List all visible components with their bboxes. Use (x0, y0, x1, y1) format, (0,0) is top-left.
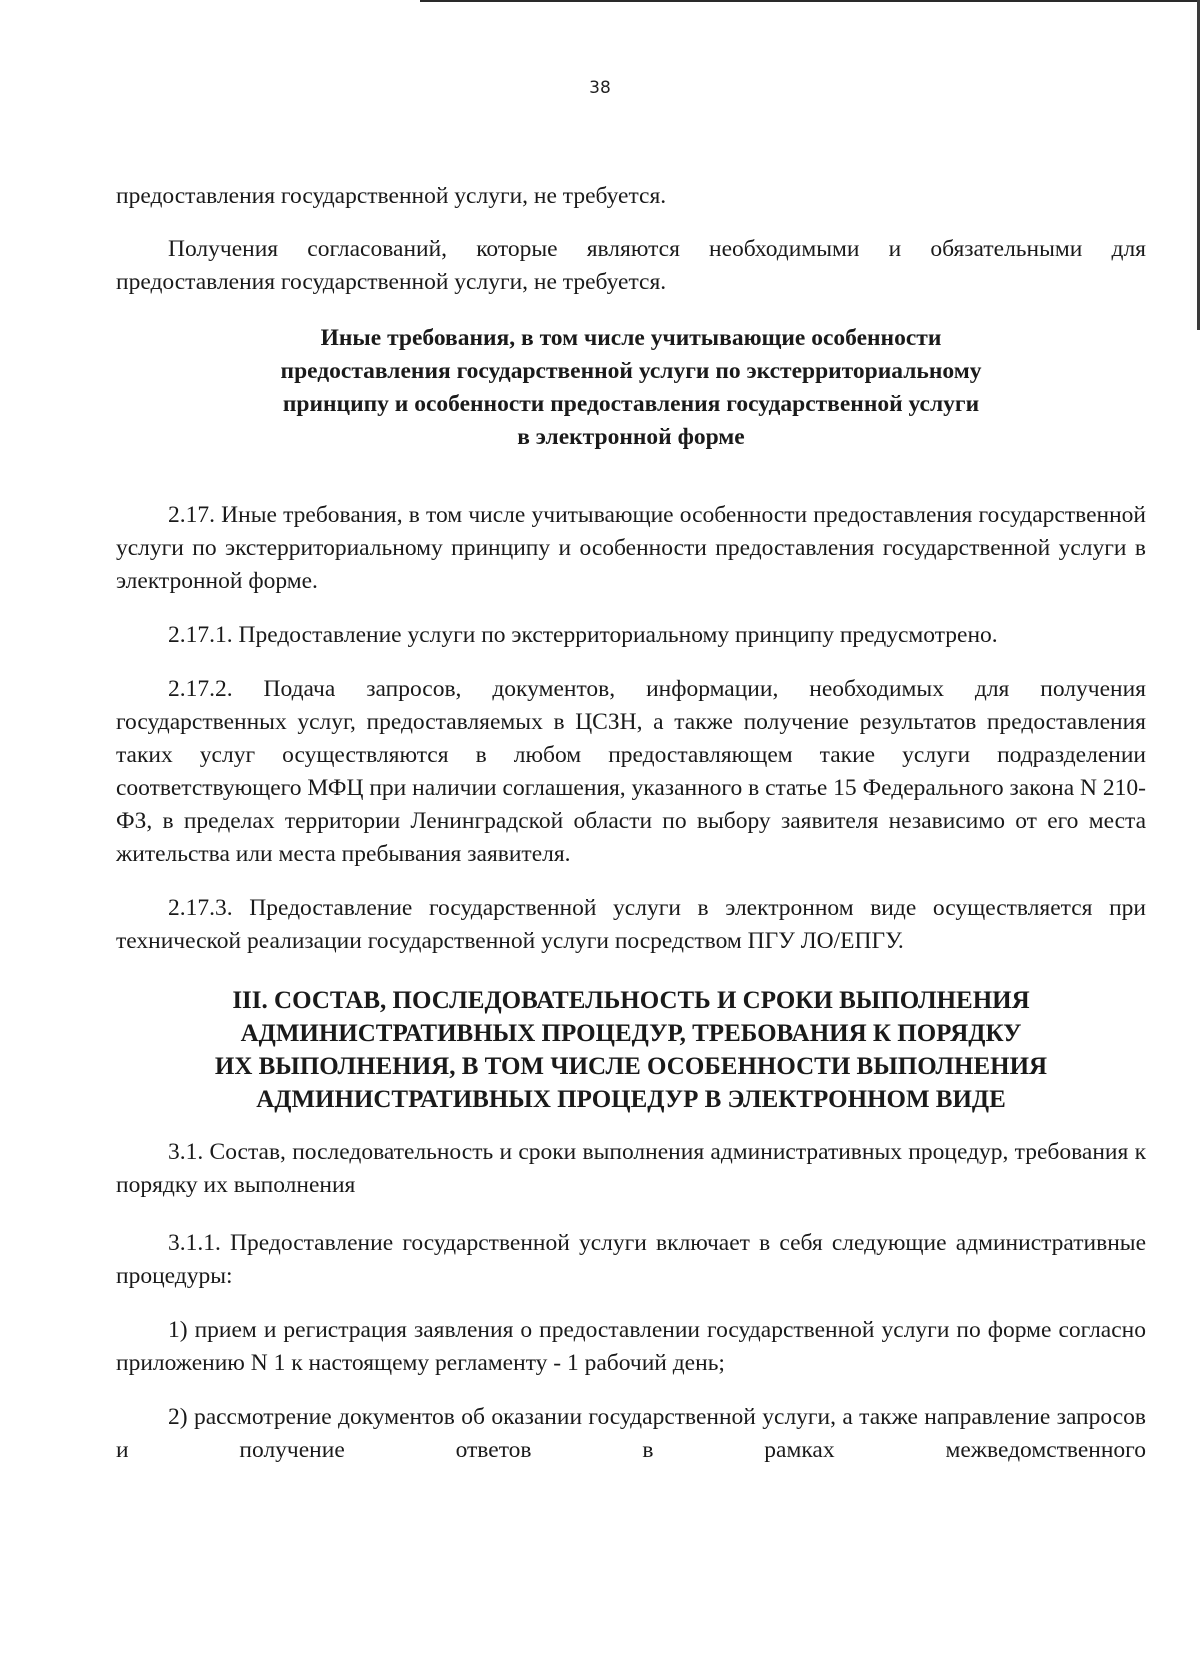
scan-edge-top (420, 0, 1200, 2)
paragraph-3-1: 3.1. Состав, последовательность и сроки выполнения административных процедур, требования к порядку их выполнения (116, 1139, 1146, 1198)
section-heading-iii (116, 984, 1146, 1116)
paragraph-continuation: предоставления государственной услуги, не требуется. (116, 183, 667, 209)
heading-line: Иные требования, в том числе учитывающие особенности (320, 325, 942, 351)
section-heading-line: ИХ ВЫПОЛНЕНИЯ, В ТОМ ЧИСЛЕ ОСОБЕННОСТИ ВЫПОЛНЕНИЯ (214, 1053, 1048, 1080)
list-item-2: 2) рассмотрение документов об оказании государственной услуги, а также направление запросов и получение ответов в рамках межведомственного (116, 1404, 1146, 1463)
heading-other-requirements (116, 322, 1146, 454)
section-heading-line: III. СОСТАВ, ПОСЛЕДОВАТЕЛЬНОСТЬ И СРОКИ ВЫПОЛНЕНИЯ (232, 987, 1030, 1014)
paragraph-2-17-3: 2.17.3. Предоставление государственной услуги в электронном виде осуществляется при технической реализации государственной услуги посредством ПГУ ЛО/ЕПГУ. (116, 895, 1146, 954)
list-item-1: 1) прием и регистрация заявления о предоставлении государственной услуги по форме согласно приложению N 1 к настоящему регламенту - 1 рабочий день; (116, 1317, 1146, 1376)
section-heading-line: АДМИНИСТРАТИВНЫХ ПРОЦЕДУР В ЭЛЕКТРОННОМ ВИДЕ (256, 1086, 1006, 1113)
heading-line: принципу и особенности предоставления государственной услуги (282, 391, 980, 417)
paragraph-3-1-1: 3.1.1. Предоставление государственной услуги включает в себя следующие административные процедуры: (116, 1230, 1146, 1289)
page-number: 38 (589, 78, 611, 98)
paragraph-2-17: 2.17. Иные требования, в том числе учитывающие особенности предоставления государственной услуги по экстерриториальному принципу и особенности предоставления государственной услуги в электронной форме. (116, 502, 1146, 594)
document-body (116, 180, 1146, 1467)
section-heading-line: АДМИНИСТРАТИВНЫХ ПРОЦЕДУР, ТРЕБОВАНИЯ К ПОРЯДКУ (240, 1020, 1022, 1047)
paragraph-2-17-1: 2.17.1. Предоставление услуги по экстерриториальному принципу предусмотрено. (168, 622, 998, 648)
heading-line: предоставления государственной услуги по экстерриториальному (280, 358, 982, 384)
paragraph-2-17-2: 2.17.2. Подача запросов, документов, информации, необходимых для получения государственных услуг, предоставляемых в ЦСЗН, а также получение результатов предоставления таких услуг осуществляются в любом предоставляющем такие услуги подразделении соответствующего МФЦ при наличии соглашения, указанного в статье 15 Федерального закона N 210-ФЗ, в пределах территории Ленинградской области по выбору заявителя независимо от его места жительства или места пребывания заявителя. (116, 676, 1146, 867)
paragraph-approvals: Получения согласований, которые являются необходимыми и обязательными для предоставления государственной услуги, не требуется. (116, 236, 1146, 295)
heading-line: в электронной форме (517, 424, 745, 450)
